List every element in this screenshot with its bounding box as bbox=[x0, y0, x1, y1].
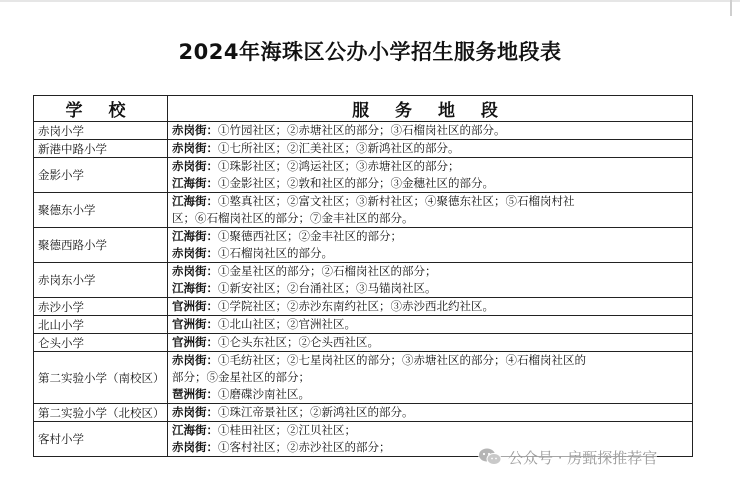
street-name: 琶洲街： bbox=[172, 387, 218, 401]
service-area bbox=[168, 298, 693, 316]
area-line bbox=[172, 316, 688, 333]
street-name: 江海街： bbox=[172, 423, 218, 437]
school-name: 赤岗东小学 bbox=[34, 263, 168, 298]
school-name: 客村小学 bbox=[34, 422, 168, 457]
area-line bbox=[172, 280, 688, 297]
school-name: 聚德西路小学 bbox=[34, 228, 168, 263]
wechat-icon bbox=[478, 447, 502, 467]
service-area bbox=[168, 334, 693, 352]
table-row bbox=[34, 263, 693, 298]
street-name: 官洲街： bbox=[172, 335, 218, 349]
enrollment-table bbox=[33, 95, 693, 457]
area-line bbox=[172, 140, 688, 157]
top-rule bbox=[0, 0, 740, 2]
street-name: 赤岗街： bbox=[172, 440, 218, 454]
community-list: ①客村社区；②赤沙社区的部分； bbox=[218, 440, 391, 454]
watermark-text: 公众号 · 房甄探推荐官 bbox=[508, 448, 658, 467]
street-name: 赤岗街： bbox=[172, 353, 218, 367]
service-area bbox=[168, 228, 693, 263]
street-name: 江海街： bbox=[172, 194, 218, 208]
school-name: 赤沙小学 bbox=[34, 298, 168, 316]
community-list: ①石榴岗社区的部分。 bbox=[218, 246, 333, 260]
area-line bbox=[172, 422, 688, 439]
area-line bbox=[172, 352, 688, 369]
table-row bbox=[34, 122, 693, 140]
street-name: 江海街： bbox=[172, 281, 218, 295]
table-row bbox=[34, 140, 693, 158]
community-list: ①竹园社区；②赤塘社区的部分；③石榴岗社区的部分。 bbox=[218, 123, 506, 137]
community-list: ①墪真社区；②富文社区；③新村社区；④聚德东社区；⑤石榴岗村社 bbox=[218, 194, 575, 208]
school-name: 北山小学 bbox=[34, 316, 168, 334]
street-name: 赤岗街： bbox=[172, 159, 218, 173]
area-line bbox=[172, 158, 688, 175]
area-line bbox=[172, 386, 688, 403]
service-area bbox=[168, 316, 693, 334]
community-list: ①仑头东社区；②仑头西社区。 bbox=[218, 335, 379, 349]
table-row bbox=[34, 193, 693, 228]
street-name: 赤岗街： bbox=[172, 141, 218, 155]
community-list: ①七所社区；②汇美社区；③新鸿社区的部分。 bbox=[218, 141, 460, 155]
street-name: 官洲街： bbox=[172, 317, 218, 331]
area-line bbox=[172, 404, 688, 421]
school-name: 赤岗小学 bbox=[34, 122, 168, 140]
street-name: 江海街： bbox=[172, 176, 218, 190]
community-list: ①新安社区；②台涌社区；③马锚岗社区。 bbox=[218, 281, 437, 295]
area-line bbox=[172, 228, 688, 245]
street-name: 官洲街： bbox=[172, 299, 218, 313]
edge-mark bbox=[730, 0, 732, 16]
table-row bbox=[34, 352, 693, 404]
community-list: ①毛纺社区；②七星岗社区的部分；③赤塘社区的部分；④石榴岗社区的 bbox=[218, 353, 586, 367]
school-name: 新港中路小学 bbox=[34, 140, 168, 158]
table-header-row bbox=[34, 96, 693, 122]
school-name: 第二实验小学（北校区） bbox=[34, 404, 168, 422]
street-name: 江海街： bbox=[172, 229, 218, 243]
area-line bbox=[172, 245, 688, 262]
service-area bbox=[168, 158, 693, 193]
school-name: 仑头小学 bbox=[34, 334, 168, 352]
area-line bbox=[172, 175, 688, 192]
community-list: 部分；⑤金星社区的部分； bbox=[172, 370, 310, 384]
service-area bbox=[168, 122, 693, 140]
service-area bbox=[168, 140, 693, 158]
area-line bbox=[172, 210, 688, 227]
area-line bbox=[172, 193, 688, 210]
header-service-area: 服 务 地 段 bbox=[168, 96, 693, 122]
school-name: 第二实验小学（南校区） bbox=[34, 352, 168, 404]
table-row bbox=[34, 404, 693, 422]
community-list: ①金星社区的部分；②石榴岗社区的部分； bbox=[218, 264, 437, 278]
table-row bbox=[34, 228, 693, 263]
area-line bbox=[172, 298, 688, 315]
table-body bbox=[34, 122, 693, 457]
table-row bbox=[34, 158, 693, 193]
community-list: ①珠江帝景社区；②新鸿社区的部分。 bbox=[218, 405, 414, 419]
community-list: ①金影社区；②敦和社区的部分；③金穗社区的部分。 bbox=[218, 176, 494, 190]
header-school: 学 校 bbox=[34, 96, 168, 122]
community-list: ①学院社区；②赤沙东南约社区；③赤沙西北约社区。 bbox=[218, 299, 494, 313]
watermark bbox=[478, 447, 657, 467]
school-name: 聚德东小学 bbox=[34, 193, 168, 228]
school-name: 金影小学 bbox=[34, 158, 168, 193]
community-list: 区；⑥石榴岗社区的部分；⑦金丰社区的部分。 bbox=[172, 211, 414, 225]
community-list: ①磨碟沙南社区。 bbox=[218, 387, 310, 401]
community-list: ①北山社区；②官洲社区。 bbox=[218, 317, 356, 331]
table-row bbox=[34, 298, 693, 316]
street-name: 赤岗街： bbox=[172, 246, 218, 260]
street-name: 赤岗街： bbox=[172, 123, 218, 137]
page-title: 2024年海珠区公办小学招生服务地段表 bbox=[178, 40, 562, 64]
community-list: ①聚德西社区；②金丰社区的部分； bbox=[218, 229, 402, 243]
street-name: 赤岗街： bbox=[172, 405, 218, 419]
service-area bbox=[168, 193, 693, 228]
service-area bbox=[168, 263, 693, 298]
service-area bbox=[168, 404, 693, 422]
street-name: 赤岗街： bbox=[172, 264, 218, 278]
community-list: ①珠影社区；②鸿运社区；③赤塘社区的部分； bbox=[218, 159, 460, 173]
area-line bbox=[172, 334, 688, 351]
table-row bbox=[34, 334, 693, 352]
area-line bbox=[172, 122, 688, 139]
area-line bbox=[172, 369, 688, 386]
area-line bbox=[172, 263, 688, 280]
table-row bbox=[34, 316, 693, 334]
community-list: ①桂田社区；②江贝社区； bbox=[218, 423, 356, 437]
service-area bbox=[168, 352, 693, 404]
